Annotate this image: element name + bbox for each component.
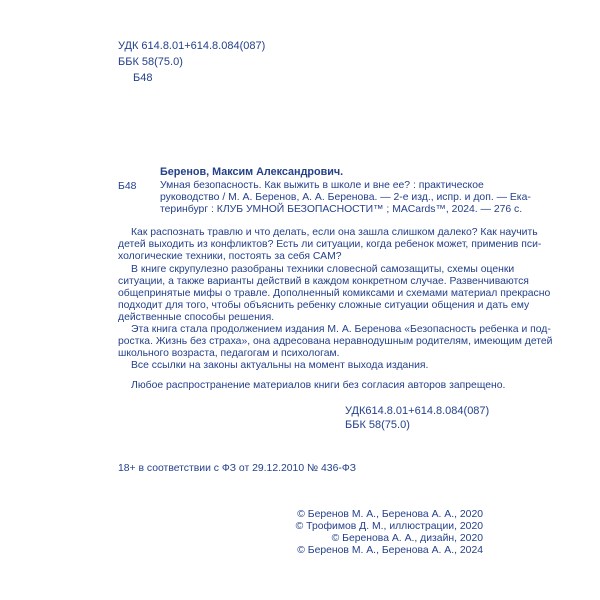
annotation-line: школьного возраста, педагогам и психологам.: [118, 348, 340, 359]
bbk-code: ББК 58(75.0): [118, 56, 183, 68]
copyright-line: © Беренов М. А., Беренова А. А., 2024: [297, 545, 483, 556]
copyright-notice: Любое распространение материалов книги без согласия авторов запрещено.: [131, 380, 506, 391]
annotation-line: общепринятые мифы о травле. Дополненный комиксами и схемами материал прекрасно: [118, 288, 551, 299]
author-mark-top: Б48: [133, 72, 153, 84]
annotation-paragraph-4: Все ссылки на законы актуальны на момент выхода издания.: [131, 360, 429, 371]
description-line: теринбург : КЛУБ УМНОЙ БЕЗОПАСНОСТИ™ ; MACards™, 2024. — 276 с.: [160, 204, 523, 215]
catalog-description: [160, 180, 531, 216]
annotation-line: подходит для того, чтобы объяснить ребенку сложные ситуации общения и дать ему: [118, 300, 530, 311]
udk-code: УДК 614.8.01+614.8.084(087): [118, 40, 266, 52]
author-mark-card: Б48: [118, 181, 137, 192]
annotation-line: действенные способы решения.: [118, 312, 275, 323]
annotation-line: Как распознать травлю и что делать, если она зашла слишком далеко? Как научить: [131, 227, 538, 238]
description-line: Умная безопасность. Как выжить в школе и вне ее? : практическое: [160, 180, 484, 191]
copyright-line: © Беренова А. А., дизайн, 2020: [331, 533, 483, 544]
description-line: руководство / М. А. Беренов, А. А. Беренова. — 2-е изд., испр. и доп. — Ека-: [160, 192, 531, 203]
copyright-line: © Трофимов Д. М., иллюстрации, 2020: [295, 521, 483, 532]
annotation-line: ситуации, а также варианты действий в каждом конкретном случае. Развенчиваются: [118, 276, 529, 287]
annotation-paragraph-1: [118, 227, 542, 263]
author-name: Беренов, Максим Александрович.: [160, 166, 344, 178]
copyright-block: [296, 509, 483, 557]
annotation-line: хологические техники, постоять за себя САМ?: [118, 251, 342, 262]
copyright-line: © Беренов М. А., Беренова А. А., 2020: [297, 509, 483, 520]
age-rating: 18+ в соответствии с ФЗ от 29.12.2010 № 436-ФЗ: [118, 463, 357, 474]
annotation-line: ростка. Жизнь без страха», она адресована неравнодушным родителям, имеющим детей: [118, 336, 553, 347]
bbk-code-footer: ББК 58(75.0): [345, 419, 410, 431]
annotation-paragraph-3: [118, 324, 553, 360]
annotation-paragraph-2: [118, 264, 551, 324]
annotation-line: Эта книга стала продолжением издания М. А. Беренова «Безопасность ребенка и под-: [131, 324, 551, 335]
annotation-line: детей выходить из конфликтов? Есть ли ситуации, когда ребенок может, применив пси-: [118, 239, 542, 250]
udk-code-footer: УДК614.8.01+614.8.084(087): [345, 405, 490, 417]
annotation-line: В книге скрупулезно разобраны техники словесной самозащиты, схемы оценки: [131, 264, 515, 275]
